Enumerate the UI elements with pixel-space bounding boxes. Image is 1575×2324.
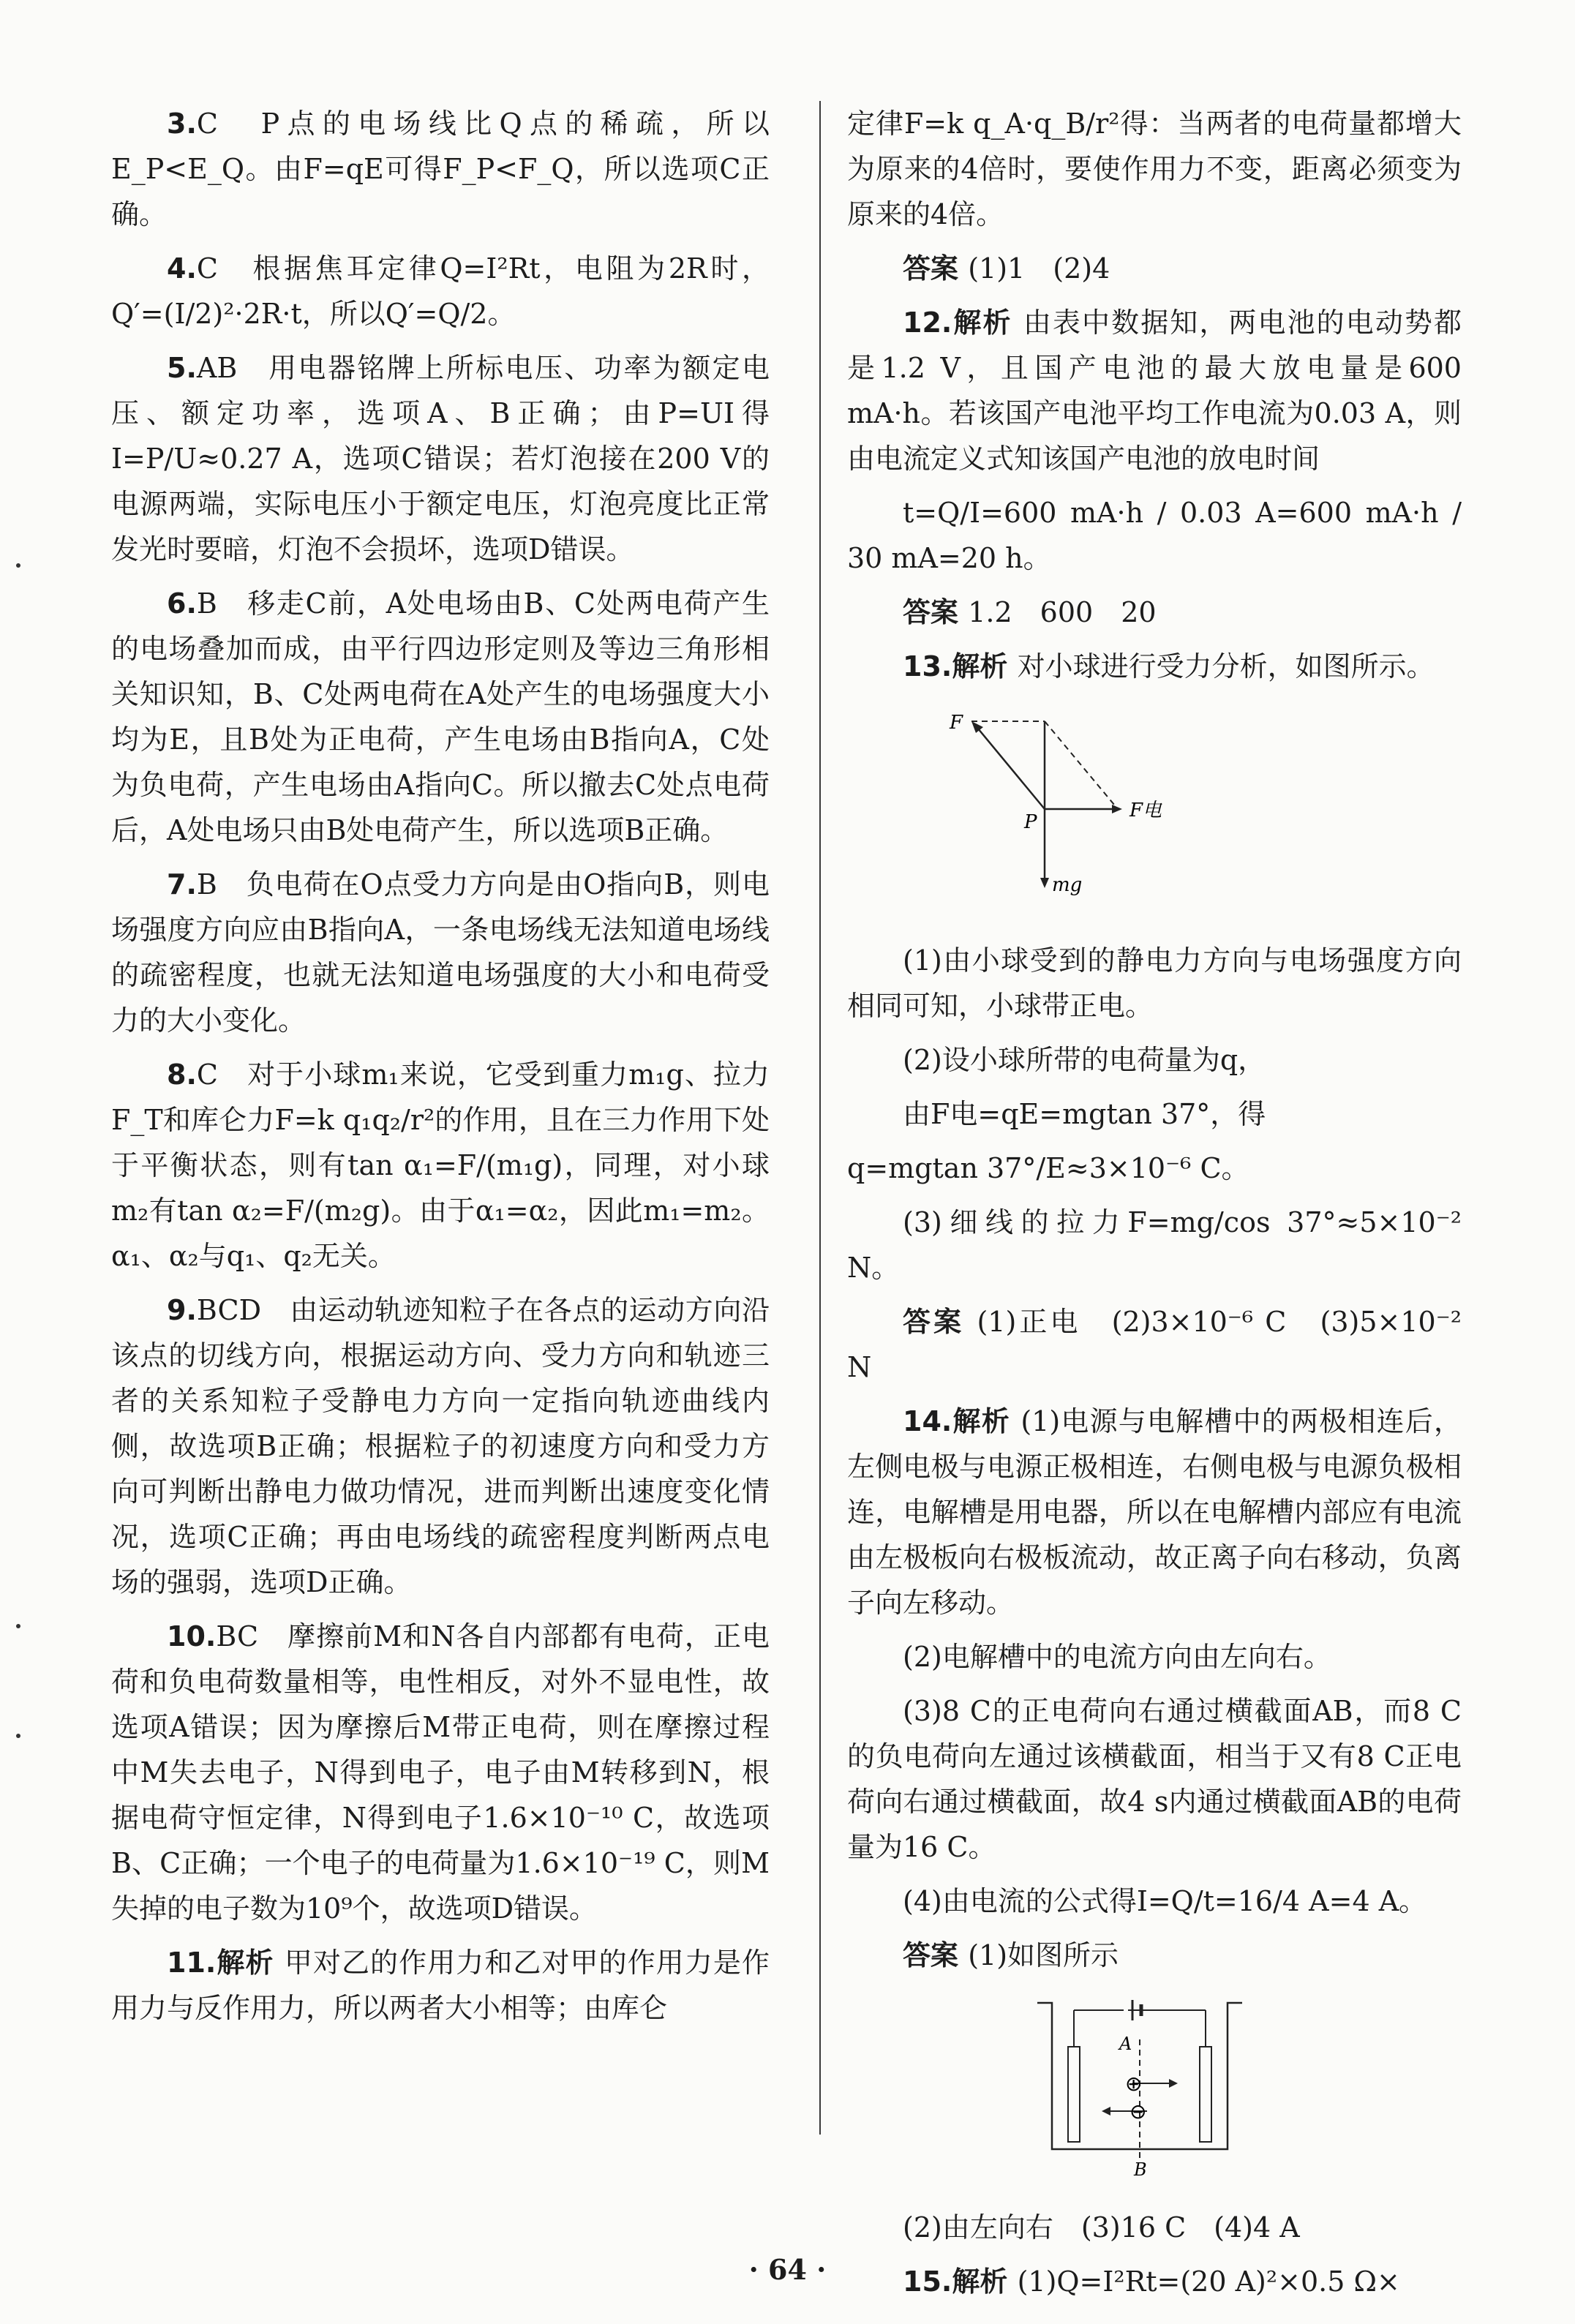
paragraph [847,101,1462,237]
paragraph [111,1052,770,1279]
paragraph-text: (1)由小球受到的静电力方向与电场强度方向相同可知，小球带正电。 [847,944,1462,1022]
paragraph-text: 甲对乙的作用力和乙对甲的作用力是作用力与反作用力，所以两者大小相等；由库仑 [111,1947,770,2024]
paragraph [847,1146,1462,1191]
paragraph [847,246,1462,291]
label-F: F [950,712,963,734]
paragraph [847,490,1462,581]
paragraph [111,345,770,572]
paragraph-text: C 对于小球m₁来说，它受到重力m₁g、拉力F_T和库仑力F=k q₁q₂/r²的作用，且在三力作用下处于平衡状态，则有tan α₁=F/(m₁g)，同理，对小球m₂有tan α₂=F/(m₂g)。由于α₁=α₂，因此m₁=m₂。α₁、α₂与q₁、q₂无关。 [111,1058,770,1272]
paragraph [847,1688,1462,1870]
keyword: 答案 [903,596,969,628]
paragraph-text: t=Q/I=600 mA·h / 0.03 A=600 mA·h / 30 mA=20 h。 [847,497,1462,574]
paragraph-text: (2)由左向右 (3)16 C (4)4 A [903,2211,1300,2244]
paragraph-text: (1)Q=I²Rt=(20 A)²×0.5 Ω× [1017,2265,1400,2298]
keyword: 解析 [952,307,1023,339]
paragraph [847,1037,1462,1083]
paragraph-text: AB 用电器铭牌上所标电压、功率为额定电压、额定功率，选项A、B正确；由P=UI得I=P/U≈0.27 A，选项C错误；若灯泡接在200 V的电源两端，实际电压小于额定电压，灯泡亮度比正常发光时要暗，灯泡不会损坏，选项D错误。 [111,352,770,565]
paragraph-text: (1)电源与电解槽中的两极相连后，左侧电极与电源正极相连，右侧电极与电源负极相连，电解槽是用电器，所以在电解槽内部应有电流由左极板向右极板流动，故正离子向右移动，负离子向左移动。 [847,1405,1462,1619]
keyword: 解析 [952,650,1018,682]
paragraph-text: C 根据焦耳定律Q=I²Rt，电阻为2R时，Q′=(I/2)²·2R·t，所以Q′=Q/2。 [111,252,770,330]
paragraph-text: (1)正电 (2)3×10⁻⁶ C (3)5×10⁻² N [847,1306,1462,1383]
question-number: 9. [167,1294,197,1326]
paragraph-text: 对小球进行受力分析，如图所示。 [1017,650,1435,682]
paragraph [847,1200,1462,1290]
paragraph-text: (2)电解槽中的电流方向由左向右。 [903,1641,1331,1673]
paragraph-text: q=mgtan 37°/E≈3×10⁻⁶ C。 [847,1152,1249,1184]
label-A: A [1119,2034,1132,2054]
question-number: 14. [903,1405,952,1437]
paragraph [847,938,1462,1028]
force-diagram [942,699,1462,925]
question-number: 12. [903,307,952,339]
question-number: 3. [167,108,197,140]
paragraph [847,2205,1462,2250]
paragraph-text: 定律F=k q_A·q_B/r²得：当两者的电荷量都增大为原来的4倍时，要使作用力不变，距离必须变为原来的4倍。 [847,108,1462,230]
paragraph [111,862,770,1043]
margin-dot [16,1624,20,1628]
keyword: 解析 [952,1405,1021,1437]
left-column [111,101,770,2039]
electrolysis-diagram-svg [1023,1988,1257,2178]
negative-ion: ⊖ [1129,2099,1147,2124]
paragraph [111,101,770,237]
paragraph [111,581,770,853]
keyword: 答案 [903,252,969,285]
paragraph [847,1634,1462,1680]
question-number: 8. [167,1058,197,1091]
paragraph-text: (4)由电流的公式得I=Q/t=16/4 A=4 A。 [903,1885,1427,1917]
paragraph [847,1879,1462,1924]
margin-dot [16,1734,20,1738]
paragraph [847,1399,1462,1625]
question-number: 5. [167,352,197,384]
paragraph-text: B 负电荷在O点受力方向是由O指向B，则电场强度方向应由B指向A，一条电场线无法知道电场线的疏密程度，也就无法知道电场强度的大小和电荷受力的大小变化。 [111,868,770,1037]
label-Fe: F电 [1129,800,1162,821]
paragraph [847,1933,1462,1978]
paragraph [847,644,1462,689]
paragraph-text: C P点的电场线比Q点的稀疏，所以E_P<E_Q。由F=qE可得F_P<F_Q，所以选项C正确。 [111,108,770,230]
paragraph [111,1940,770,2031]
paragraph [847,590,1462,635]
paragraph [111,1614,770,1931]
question-number: 10. [167,1620,217,1652]
keyword: 解析 [952,2265,1018,2298]
paragraph-text: (1)1 (2)4 [968,252,1110,285]
question-number: 15. [903,2265,952,2298]
paragraph [111,1287,770,1605]
paragraph [847,1091,1462,1137]
positive-ion: ⊕ [1125,2072,1143,2096]
right-column [847,101,1462,2313]
question-number: 11. [167,1947,217,1979]
paragraph [111,246,770,336]
paragraph-text: B 移走C前，A处电场由B、C处两电荷产生的电场叠加而成，由平行四边形定则及等边三角形相关知识知，B、C处两电荷在A处产生的电场强度大小均为E，且B处为正电荷，产生电场由B指向A，C处为负电荷，产生电场由A指向C。所以撤去C处点电荷后，A处电场只由B处电荷产生，所以选项B正确。 [111,587,770,846]
question-number: 13. [903,650,952,682]
force-diagram-svg [942,699,1249,911]
keyword: 解析 [216,1947,285,1979]
question-number: 6. [167,587,197,620]
paragraph-text: (2)设小球所带的电荷量为q， [903,1044,1266,1076]
question-number: 7. [167,868,197,900]
margin-dot [16,563,20,568]
label-mg: mg [1052,874,1083,896]
page-number: · 64 · [748,2253,827,2286]
paragraph-text: 由F电=qE=mgtan 37°，得 [903,1098,1266,1130]
column-divider [819,101,821,2135]
paragraph-text: BCD 由运动轨迹知粒子在各点的运动方向沿该点的切线方向，根据运动方向、受力方向和轨迹三者的关系知粒子受静电力方向一定指向轨迹曲线内侧，故选项B正确；根据粒子的初速度方向和受力方向可判断出静电力做功情况，进而判断出速度变化情况，选项C正确；再由电场线的疏密程度判断两点电场的强弱，选项D正确。 [111,1294,770,1598]
paragraph-text: (3)细线的拉力F=mg/cos 37°≈5×10⁻² N。 [847,1206,1462,1284]
keyword: 答案 [903,1306,977,1338]
paragraph [847,300,1462,481]
paragraph-text: (3)8 C的正电荷向右通过横截面AB，而8 C的负电荷向左通过该横截面，相当于又有8 C正电荷向右通过横截面，故4 s内通过横截面AB的电荷量为16 C。 [847,1695,1462,1863]
label-P: P [1024,811,1037,833]
paragraph-text: (1)如图所示 [968,1939,1119,1971]
keyword: 答案 [903,1939,969,1971]
paragraph [847,1299,1462,1390]
paragraph-text: 由表中数据知，两电池的电动势都是1.2 V，且国产电池的最大放电量是600 mA·h。若该国产电池平均工作电流为0.03 A，则由电流定义式知该国产电池的放电时间 [847,307,1462,475]
label-B: B [1134,2159,1147,2178]
paragraph-text: BC 摩擦前M和N各自内部都有电荷，正电荷和负电荷数量相等，电性相反，对外不显电性，故选项A错误；因为摩擦后M带正电荷，则在摩擦过程中M失去电子，N得到电子，电子由M转移到N，根据电荷守恒定律，N得到电子1.6×10⁻¹⁰ C，故选项B、C正确；一个电子的电荷量为1.6×10⁻¹⁹ C，则M失掉的电子数为10⁹个，故选项D错误。 [111,1620,770,1925]
electrolysis-diagram [1023,1988,1462,2192]
paragraph-text: 1.2 600 20 [968,596,1157,628]
question-number: 4. [167,252,197,285]
